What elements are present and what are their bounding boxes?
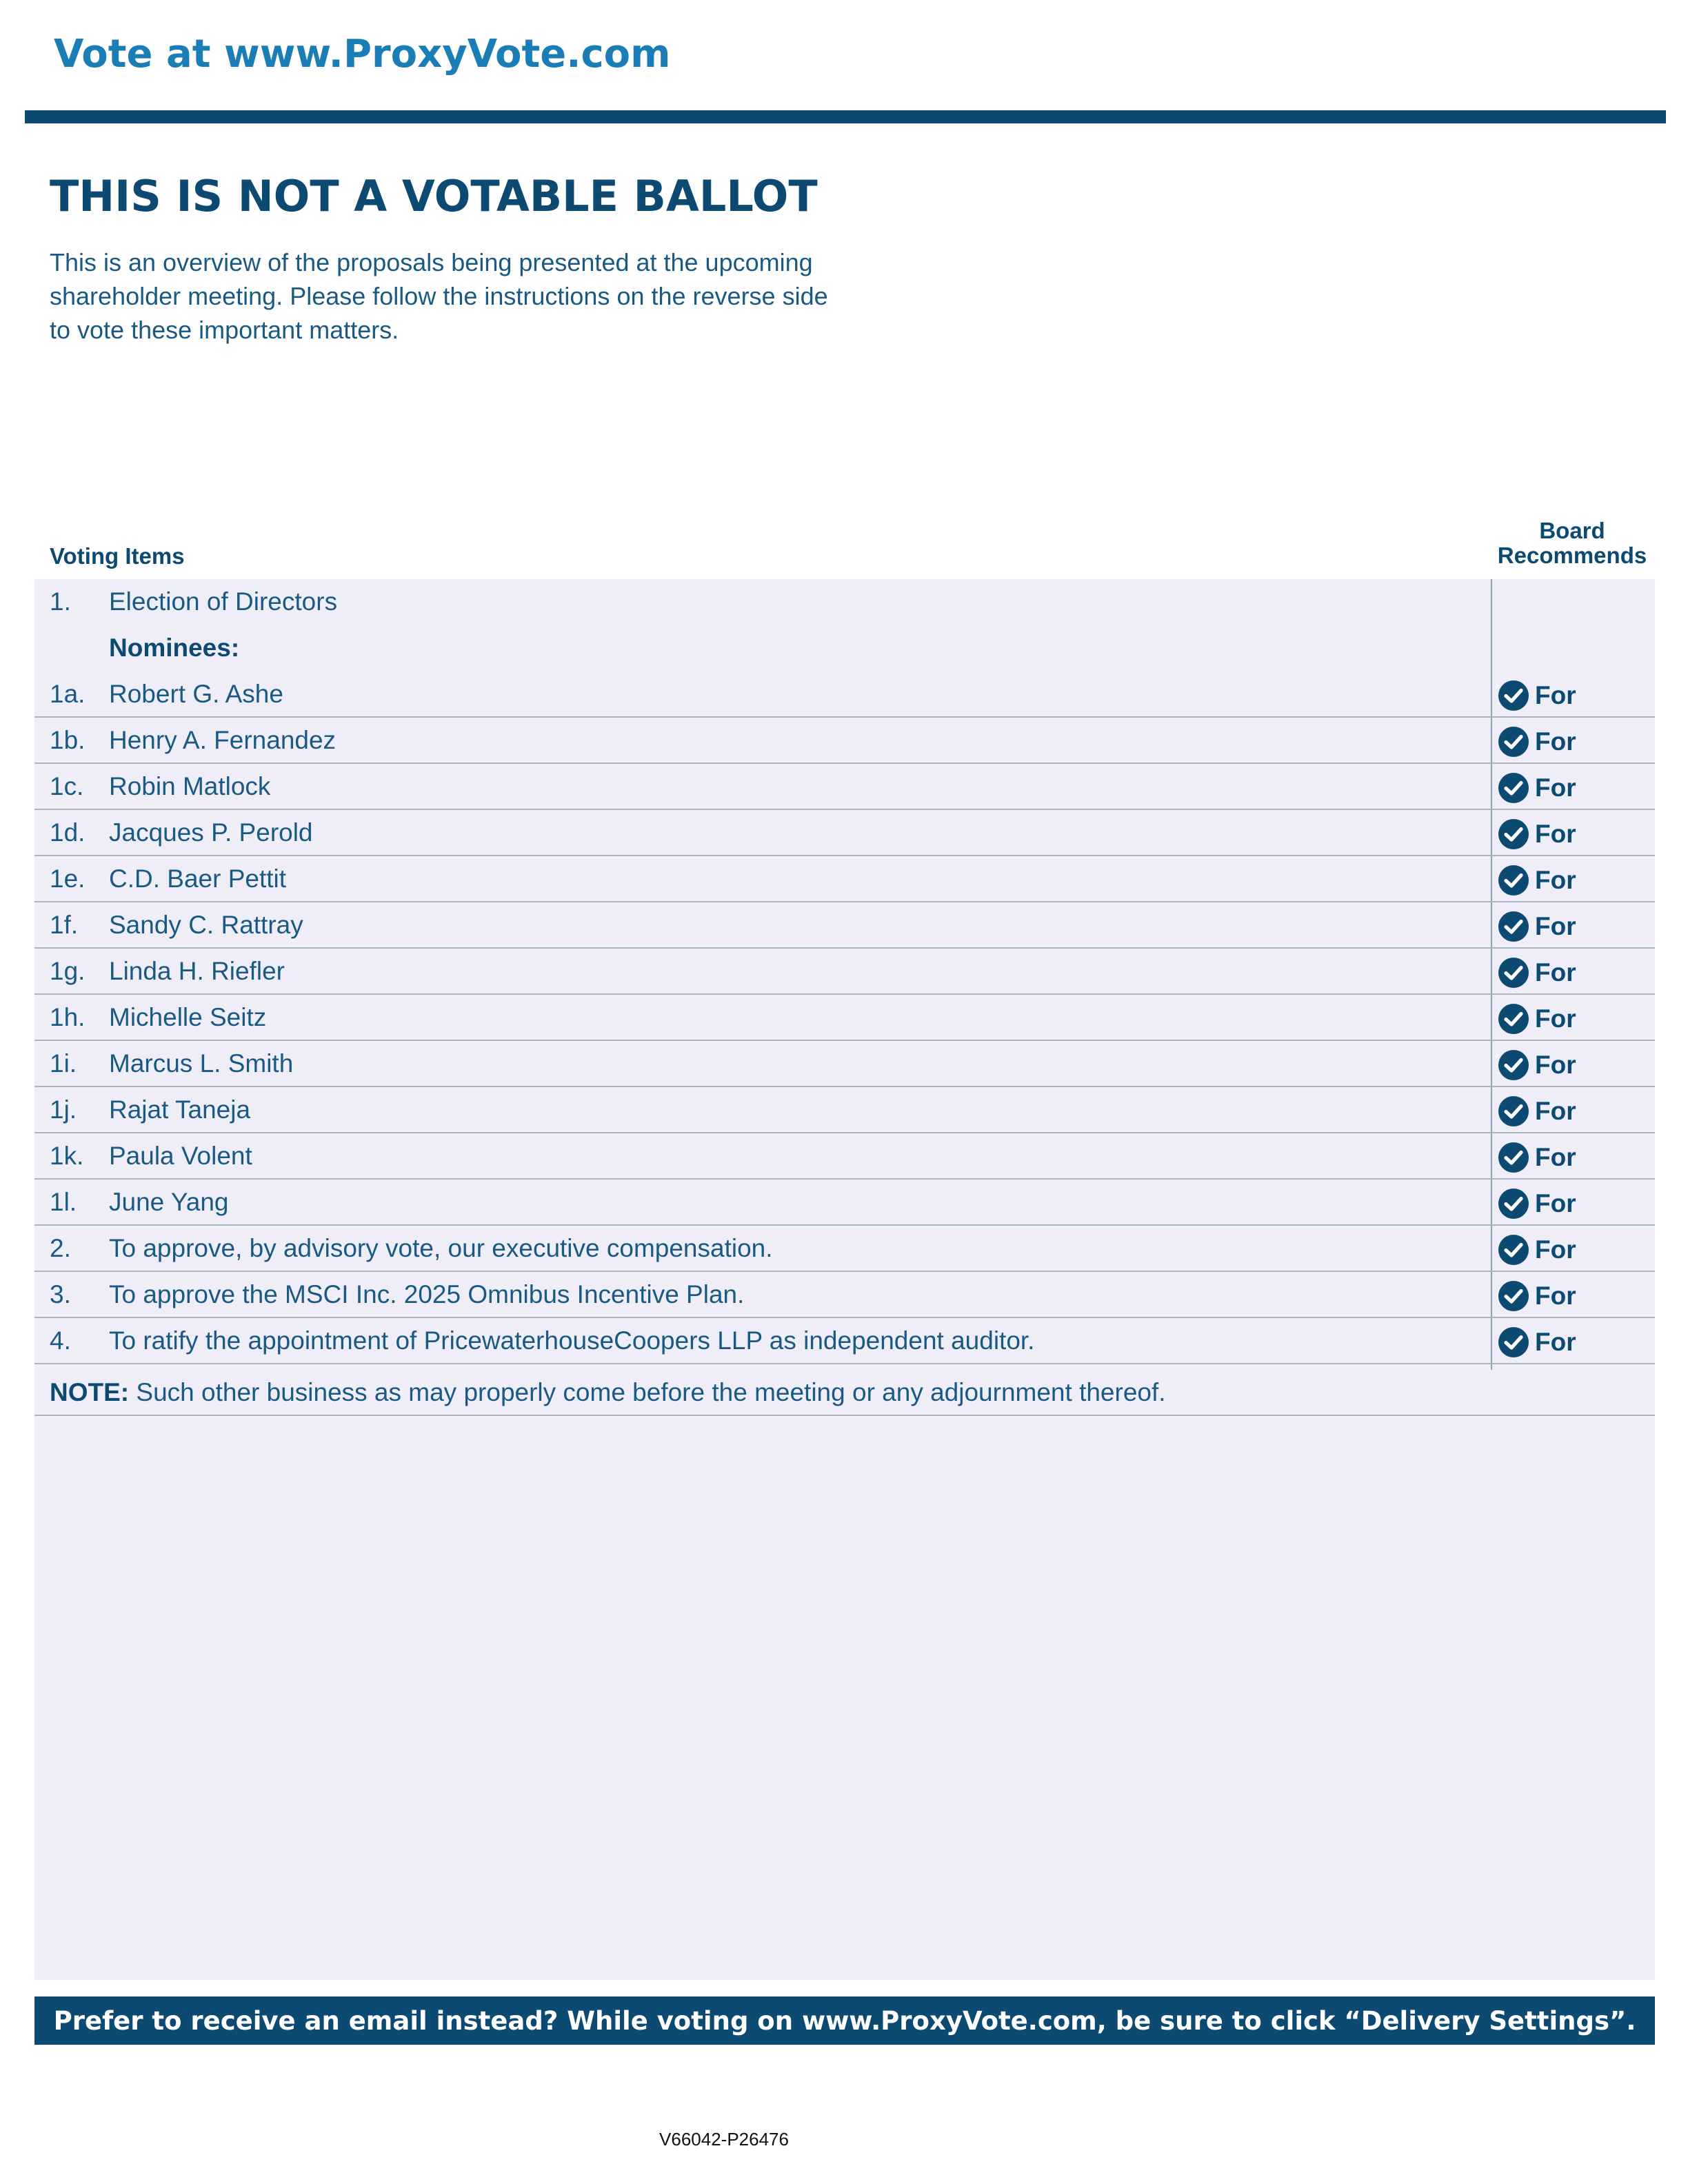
item-label: To approve, by advisory vote, our executive compensation. [109,1234,773,1262]
item-label: Michelle Seitz [109,1003,267,1031]
recommendation-label: For [1535,958,1576,987]
item-number: 1b. [50,726,86,754]
board-recommendation [1498,865,1576,896]
item-number: 1d. [50,818,86,847]
table-row [34,764,1655,810]
item-label: Paula Volent [109,1142,252,1170]
board-recommendation [1498,1234,1576,1266]
item-number: 1e. [50,865,86,893]
table-row [34,1041,1655,1087]
note-body: Such other business as may properly come before the meeting or any adjournment thereof. [129,1378,1166,1406]
item-number: 3. [50,1280,71,1308]
item-number: 4. [50,1326,71,1355]
item-label: Linda H. Riefler [109,957,285,985]
board-recommendation [1498,818,1576,850]
item-label: To approve the MSCI Inc. 2025 Omnibus Incentive Plan. [109,1280,745,1308]
table-row [34,1272,1655,1318]
recommendation-label: For [1535,1235,1576,1264]
board-recommends-header [1481,518,1663,568]
board-header-line1: Board [1539,518,1605,543]
check-circle-icon [1498,1142,1529,1173]
recommendation-label: For [1535,1189,1576,1217]
board-recommendation [1498,1326,1576,1358]
check-circle-icon [1498,1280,1529,1312]
table-row [34,995,1655,1041]
table-row [34,949,1655,995]
nominees-heading-row [34,625,1655,671]
item-label: Rajat Taneja [109,1095,251,1124]
board-recommendation [1498,772,1576,804]
election-row [34,579,1655,625]
intro-text: This is an overview of the proposals being presented at the upcoming shareholder meeting. Please follow the instructions on the reverse side to vote these important matters. [50,248,828,344]
board-recommendation [1498,726,1576,758]
recommendation-label: For [1535,1004,1576,1033]
item-number: 1f. [50,911,79,939]
item-label: To ratify the appointment of PricewaterhouseCoopers LLP as independent auditor. [109,1326,1035,1355]
table-row [34,718,1655,764]
check-circle-icon [1498,1049,1529,1081]
check-circle-icon [1498,772,1529,804]
board-recommendation [1498,1188,1576,1220]
item-number: 1k. [50,1142,84,1170]
board-recommendation [1498,1003,1576,1035]
item-label: Robin Matlock [109,772,271,800]
board-recommendation [1498,1049,1576,1081]
check-circle-icon [1498,1003,1529,1035]
table-row [34,671,1655,718]
item-label: C.D. Baer Pettit [109,865,287,893]
item-label: June Yang [109,1188,229,1216]
board-recommendation [1498,680,1576,711]
table-row [34,1226,1655,1272]
item-label: Election of Directors [109,587,338,616]
board-recommendation [1498,1142,1576,1173]
table-row [34,902,1655,949]
table-row [34,1087,1655,1133]
item-label: Marcus L. Smith [109,1049,294,1078]
table-row [34,856,1655,902]
recommendation-label: For [1535,1051,1576,1079]
item-number: 1l. [50,1188,77,1216]
item-number: 1g. [50,957,86,985]
table-row [34,1318,1655,1364]
note-label: NOTE: [50,1378,130,1406]
check-circle-icon [1498,865,1529,896]
check-circle-icon [1498,680,1529,711]
item-label: Jacques P. Perold [109,818,313,847]
check-circle-icon [1498,957,1529,989]
vote-at-proxyvote-link[interactable]: Vote at www.ProxyVote.com [54,32,671,77]
check-circle-icon [1498,726,1529,758]
item-number: 2. [50,1234,71,1262]
board-recommendation [1498,1280,1576,1312]
item-number: 1h. [50,1003,86,1031]
item-number: 1j. [50,1095,77,1124]
item-number: 1. [50,587,71,616]
item-label: Henry A. Fernandez [109,726,336,754]
email-delivery-text: Prefer to receive an email instead? While voting on www.ProxyVote.com, be sure to click “Delivery Settings”. [53,2005,1636,2036]
recommendation-label: For [1535,1328,1576,1356]
recommendation-label: For [1535,912,1576,940]
recommendation-label: For [1535,866,1576,894]
check-circle-icon [1498,1188,1529,1220]
board-recommendation [1498,911,1576,942]
email-delivery-banner [34,1996,1655,2045]
item-label: Sandy C. Rattray [109,911,303,939]
recommendation-label: For [1535,681,1576,709]
voting-items-header: Voting Items [50,543,185,569]
nominees-heading: Nominees: [109,634,240,662]
check-circle-icon [1498,1095,1529,1127]
recommendation-label: For [1535,820,1576,848]
table-row [34,810,1655,856]
table-row [34,1133,1655,1180]
header-divider [25,110,1666,123]
document-code: V66042-P26476 [659,2129,789,2150]
item-label: Robert G. Ashe [109,680,283,708]
board-header-line2: Recommends [1497,543,1647,568]
check-circle-icon [1498,1326,1529,1358]
note-text [50,1378,1166,1407]
recommendation-label: For [1535,1282,1576,1310]
item-number: 1a. [50,680,86,708]
recommendation-label: For [1535,727,1576,756]
item-number: 1i. [50,1049,77,1078]
board-recommendation [1498,957,1576,989]
recommendation-label: For [1535,1143,1576,1171]
board-recommendation [1498,1095,1576,1127]
ballot-title: THIS IS NOT A VOTABLE BALLOT [50,171,818,221]
check-circle-icon [1498,911,1529,942]
note-row [34,1370,1655,1416]
check-circle-icon [1498,818,1529,850]
item-number: 1c. [50,772,84,800]
check-circle-icon [1498,1234,1529,1266]
recommendation-label: For [1535,1097,1576,1125]
recommendation-label: For [1535,774,1576,802]
table-row [34,1180,1655,1226]
